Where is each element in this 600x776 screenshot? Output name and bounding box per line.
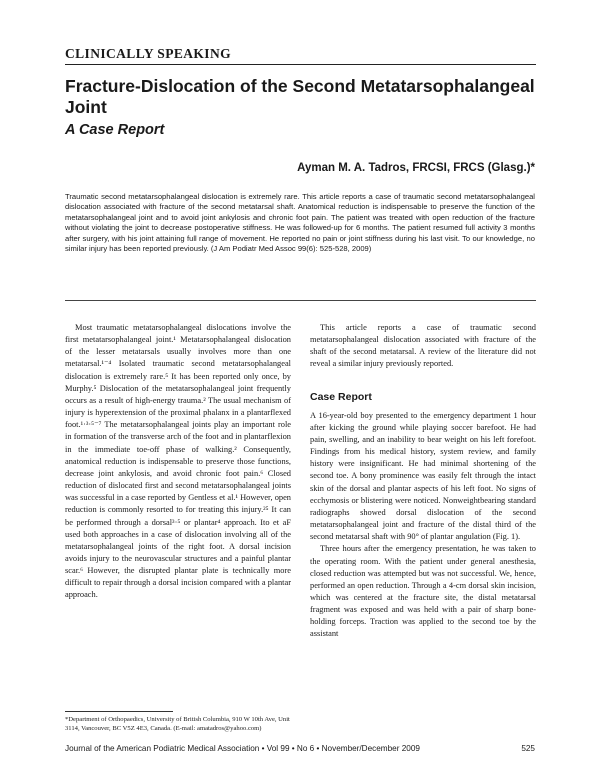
- article-subtitle: A Case Report: [65, 122, 165, 138]
- page-number: 525: [521, 744, 535, 753]
- section-label: CLINICALLY SPEAKING: [65, 46, 232, 61]
- case-paragraph-1: A 16-year-old boy presented to the emergency department 1 hour after kicking the ground while playing soccer barefoot. He had pain, swelling, and an inability to bear weight on his left forefoot. Findings from his medical history, system review, and family history were insignificant. He had minimal shortening of the second toe. A bony prominence was easily felt through the intact skin of the dorsal and plantar aspects of his left foot. No signs of ecchymosis or blistering were noticed. Nonweightbearing standard radiographs showed dorsal dislocation of the second metatarsophalangeal joint and fracture of the distal third of the second metatarsal shaft with 90° of plantar angulation (Fig. 1).: [310, 410, 536, 542]
- case-paragraph-2: Three hours after the emergency presentation, he was taken to the operating room. With the patient under general anesthesia, closed reduction was attempted but was not successful. We, hence, performed an open reduction. Through a 4-cm dorsal skin incision, which was centered at the fracture site, the distal metatarsal fragment was exposed and was held with a pair of sharp bone-holding forceps. Traction was applied to the second toe by the assistant: [310, 544, 536, 639]
- left-column: [65, 322, 291, 602]
- author-footnote: *Department of Orthopaedics, University of British Columbia, 910 W 10th Ave, Unit 3114, Vancouver, BC V5Z 4E3, Canada. (E-mail: amatadros@yahoo.com): [65, 716, 290, 733]
- right-column: [310, 322, 536, 641]
- case-report-heading: Case Report: [310, 390, 372, 403]
- article-title: Fracture-Dislocation of the Second Metatarsophalangeal Joint: [65, 76, 535, 117]
- intro-paragraph-2: This article reports a case of traumatic second metatarsophalangeal dislocation associated with fracture of the shaft of the second metatarsal. A review of the literature did not reveal a similar injury previously reported.: [310, 323, 536, 369]
- footnote-rule: [65, 711, 173, 712]
- journal-footer: Journal of the American Podiatric Medical Association • Vol 99 • No 6 • November/December 2009: [65, 744, 420, 753]
- abstract-rule: [65, 300, 536, 301]
- intro-paragraph: Most traumatic metatarsophalangeal dislocations involve the first metatarsophalangeal joint.¹ Metatarsophalangeal dislocation of the lesser metatarsals usually involves more than one metatarsal.¹⁻⁴ Isolated traumatic second metatarsophalangeal dislocation is extremely rare.⁵ It has been reported only once, by Murphy.⁵ Dislocation of the metatarsophalangeal joint frequently occurs as a result of high-energy trauma.² The usual mechanism of injury is hyperextension of the proximal phalanx in a plantarflexed foot.¹·³·⁵⁻⁷ The metatarsophalangeal joints play an important role in formation of the transverse arch of the foot and in plantarflexion in the immediate toe-off phase of walking.² Consequently, anatomical reduction is indispensable to preserve those functions, decrease joint ankylosis, and avoid chronic foot pain.⁶ Closed reduction of dislocated first and second metatarsophalangeal joints was successful in a case reported by Gentless et al.¹ However, open reduction is commonly resorted to for treating this injury.²⁵ It can be performed through a dorsal³·⁵ or plantar⁴ approach. Ito et aF used both approaches in a case of dislocation involving all of the metatarsophalangeal joints of the right foot. A dorsal incision avoids injury to the neurovascular structures and a painful plantar scar.⁶ However, the disrupted plantar plate is technically more difficult to repair through a dorsal incision compared with a plantar approach.: [65, 323, 291, 600]
- author-line: Ayman M. A. Tadros, FRCSI, FRCS (Glasg.)*: [297, 162, 535, 174]
- top-rule: [65, 64, 536, 65]
- abstract: Traumatic second metatarsophalangeal dislocation is extremely rare. This article reports a case of traumatic second metatarsophalangeal dislocation associated with fracture of the second metatarsal shaft. Anatomical reduction is indispensable to preserve the function of the metatarsophalangeal joint and to avoid joint ankylosis and chronic foot pain. The patient was treated with open reduction of the fracture without violating the joint to decrease postoperative stiffness. He was followed-up for 6 months. The patient resumed full activity 3 months after surgery, with his joint attaining full range of movement. He reported no pain or joint stiffness during his last visit. To our knowledge, no similar injury has been reported previously. (J Am Podiatr Med Assoc 99(6): 525-528, 2009): [65, 192, 535, 254]
